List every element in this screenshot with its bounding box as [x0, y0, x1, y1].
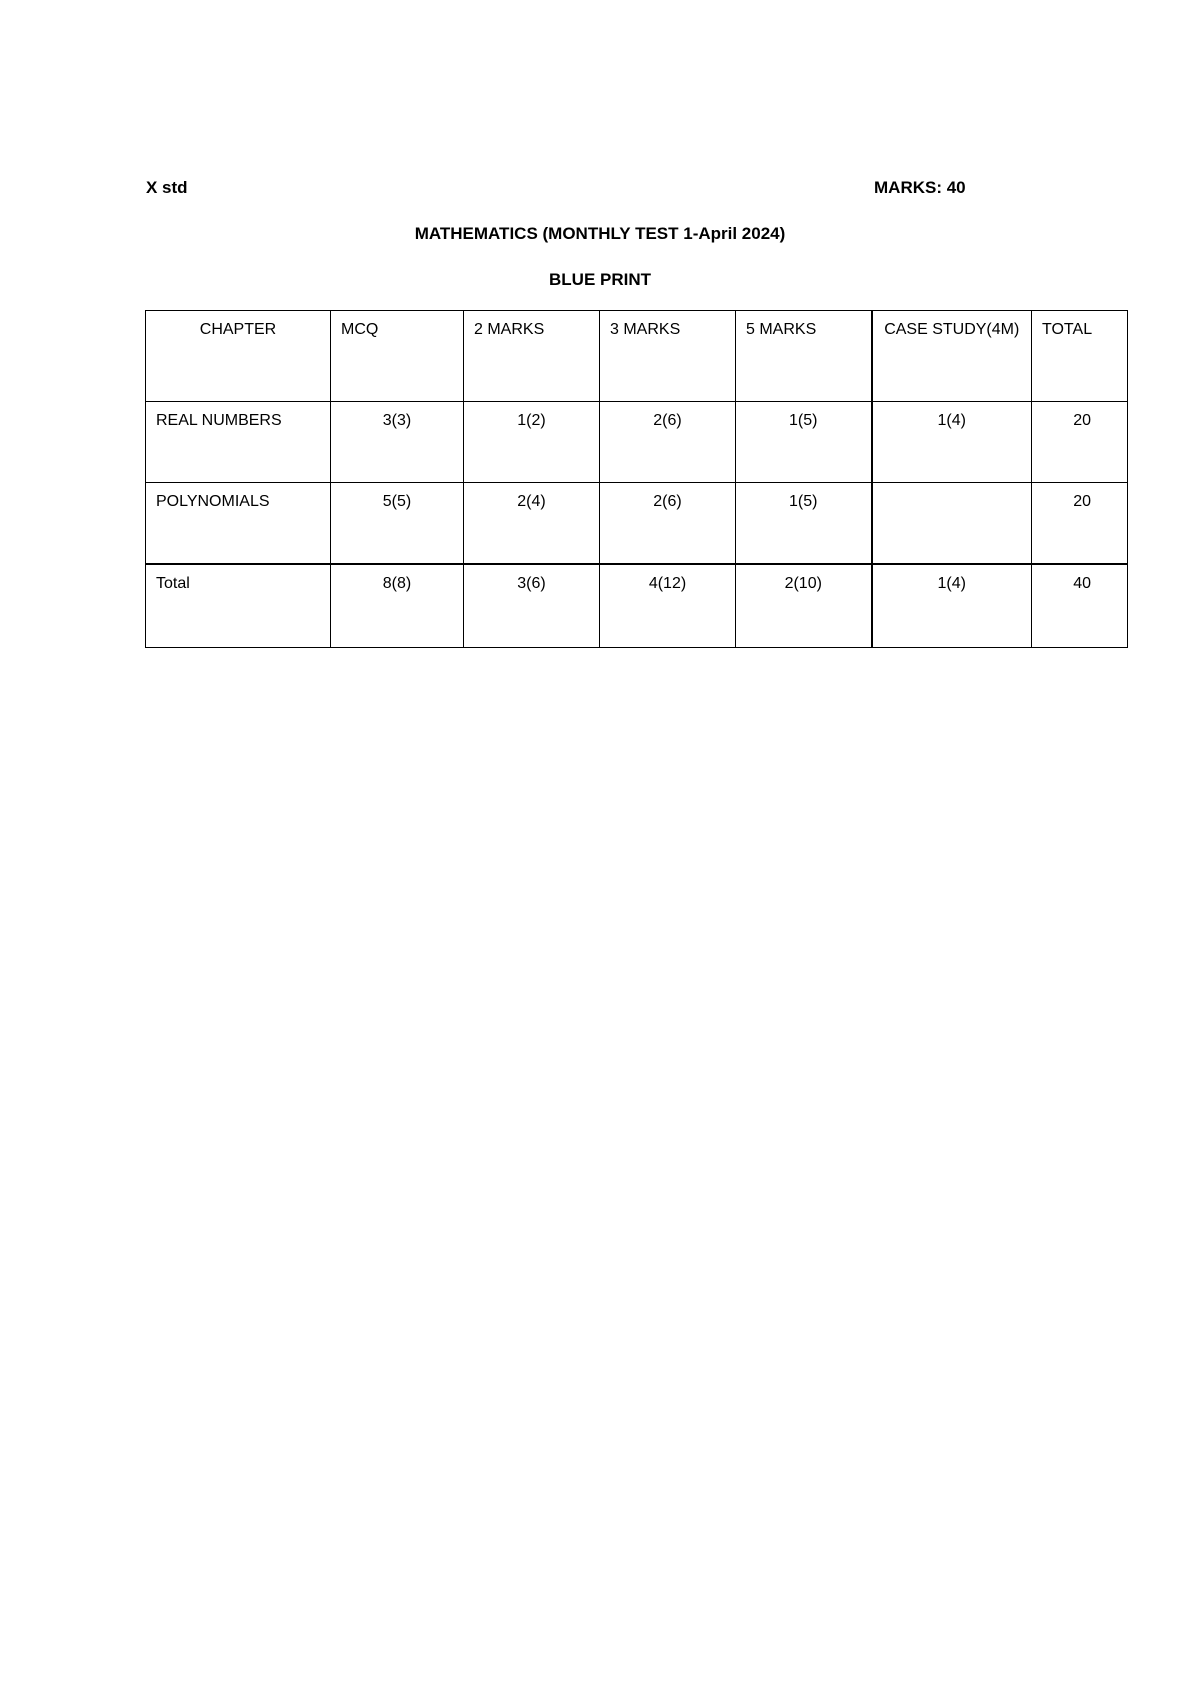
cell-total: 20: [1032, 483, 1128, 565]
cell-case-study: [872, 483, 1032, 565]
cell-mcq: 5(5): [331, 483, 464, 565]
cell-mcq: 8(8): [331, 564, 464, 648]
col-header-case-study: CASE STUDY(4M): [872, 311, 1032, 402]
blueprint-table: [145, 310, 1128, 648]
cell-5-marks: 1(5): [736, 402, 872, 483]
class-label: X std: [146, 178, 188, 197]
cell-2-marks: 2(4): [464, 483, 600, 565]
page-title: MATHEMATICS (MONTHLY TEST 1-April 2024): [414, 224, 786, 243]
col-header-3-marks: 3 MARKS: [600, 311, 736, 402]
table-row: [146, 483, 1128, 565]
cell-2-marks: 1(2): [464, 402, 600, 483]
cell-2-marks: 3(6): [464, 564, 600, 648]
marks-label: MARKS: 40: [874, 178, 966, 197]
table-row: [146, 402, 1128, 483]
col-header-mcq: MCQ: [331, 311, 464, 402]
cell-chapter: REAL NUMBERS: [146, 402, 331, 483]
table-header-row: [146, 311, 1128, 402]
col-header-2-marks: 2 MARKS: [464, 311, 600, 402]
cell-3-marks: 2(6): [600, 402, 736, 483]
col-header-chapter: CHAPTER: [146, 311, 331, 402]
cell-5-marks: 2(10): [736, 564, 872, 648]
cell-case-study: 1(4): [872, 402, 1032, 483]
table-total-row: [146, 564, 1128, 648]
cell-mcq: 3(3): [331, 402, 464, 483]
cell-chapter: POLYNOMIALS: [146, 483, 331, 565]
cell-chapter: Total: [146, 564, 331, 648]
cell-case-study: 1(4): [872, 564, 1032, 648]
cell-3-marks: 4(12): [600, 564, 736, 648]
cell-total: 40: [1032, 564, 1128, 648]
cell-5-marks: 1(5): [736, 483, 872, 565]
col-header-total: TOTAL: [1032, 311, 1128, 402]
cell-total: 20: [1032, 402, 1128, 483]
page-subtitle: BLUE PRINT: [549, 270, 651, 289]
col-header-5-marks: 5 MARKS: [736, 311, 872, 402]
cell-3-marks: 2(6): [600, 483, 736, 565]
